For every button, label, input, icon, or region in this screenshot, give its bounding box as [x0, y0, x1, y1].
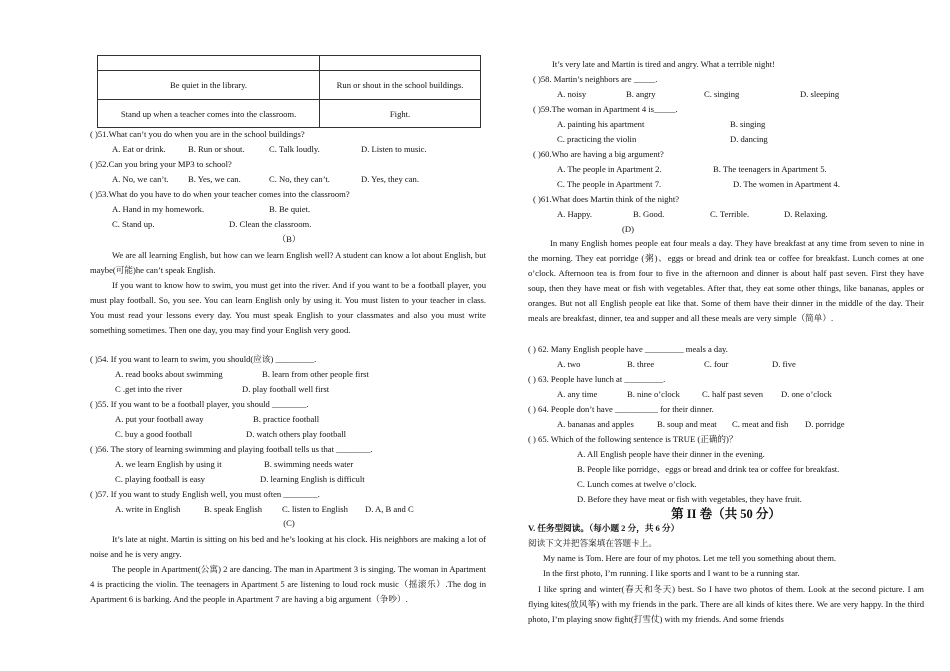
q53-opt-c: C. Stand up. [112, 219, 155, 229]
q58-stem: ( )58. Martin’s neighbors are _____. [533, 74, 658, 84]
q58-opt-b: B. angry [626, 89, 656, 99]
passage-d-label: (D) [622, 224, 634, 234]
q56-stem: ( )56. The story of learning swimming and playing football tells us that ________. [90, 444, 373, 454]
passage-d-p1: In many English homes people eat four meals a day. They have breakfast at any time from seven to nine in the morning. They eat porridge (粥)、eggs or bread and drink tea or coffee for breakfast. Lunch comes at one o’clock. Afternoon tea is from four to five in the afternoon and dinner is about half past seven. First they have soup, then they have meat or fish with vegetables. After that, they eat some other things, like bananas, apples or oranges. But not all English people eat like that. Some of them have their dinner in the middle of the day. Their meals are breakfast, dinner, tea and supper and all these meals are very simple（简单）. [528, 238, 924, 323]
q56-opt-c: C. playing football is easy [115, 474, 205, 484]
table-cell: Stand up when a teacher comes into the classroom. [98, 100, 320, 128]
q58-opt-c: C. singing [704, 89, 740, 99]
q62-opt-d: D. five [772, 359, 796, 369]
q60-opt-b: B. The teenagers in Apartment 5. [713, 164, 827, 174]
q62-stem: ( ) 62. Many English people have _________ meals a day. [528, 344, 728, 354]
q59-stem: ( )59.The woman in Apartment 4 is_____. [533, 104, 678, 114]
passage-c-label: (C) [283, 518, 295, 528]
part2-p3: I like spring and winter(春天和冬天) best. So I have two photos of them. Look at the second picture. I am flying kites(放风筝) with my friends in the park. There are all kinds of kites there. We are very happy. In the third photo, I’m playing snow fight(打雪仗) with my friends. And some friends [528, 584, 924, 624]
table-cell: Run or shout in the school buildings. [320, 71, 481, 100]
q51-opt-b: B. Run or shout. [188, 144, 245, 154]
q59-opt-b: B. singing [730, 119, 766, 129]
passage-b-label: （B） [277, 234, 301, 244]
q52-opt-b: B. Yes, we can. [188, 174, 241, 184]
q51-opt-c: C. Talk loudly. [269, 144, 320, 154]
passage-b-p1: We are all learning English, but how can we learn English well? A student can know a lot about English, but maybe(可能)he can’t speak English. [90, 250, 486, 275]
q59-opt-d: D. dancing [730, 134, 768, 144]
q63-opt-d: D. one o’clock [781, 389, 832, 399]
q54-opt-a: A. read books about swimming [115, 369, 223, 379]
q64-opt-c: C. meat and fish [732, 419, 789, 429]
q60-opt-c: C. The people in Apartment 7. [557, 179, 662, 189]
q65-opt-b: B. People like porridge、eggs or bread and drink tea or coffee for breakfast. [577, 464, 840, 474]
q51-opt-d: D. Listen to music. [361, 144, 427, 154]
q65-opt-c: C. Lunch comes at twelve o’clock. [577, 479, 697, 489]
q64-opt-b: B. soup and meat [657, 419, 717, 429]
section-v-instruction: 阅读下文并把答案填在答题卡上。 [528, 538, 657, 548]
q63-stem: ( ) 63. People have lunch at _________. [528, 374, 666, 384]
q57-stem: ( )57. If you want to study English well, you must often ________. [90, 489, 320, 499]
q57-opt-c: C. listen to English [282, 504, 348, 514]
q53-opt-b: B. Be quiet. [269, 204, 311, 214]
q64-opt-a: A. bananas and apples [557, 419, 634, 429]
part2-p2: In the first photo, I’m running. I like sports and I want to be a running star. [543, 568, 800, 578]
q64-opt-d: D. porridge [805, 419, 845, 429]
passage-b-p2: If you want to know how to swim, you must get into the river. And if you want to be a football player, you must play football. So, you see. You can learn English only by using it. You must listen to your teacher in class. You must read your lessons every day. You must speak English to your classmates and also you must write something sometimes. Then one day, you may find your English very good. [90, 280, 486, 335]
q55-stem: ( )55. If you want to be a football player, you should ________. [90, 399, 309, 409]
q57-opt-b: B. speak English [204, 504, 263, 514]
table-cell [98, 56, 320, 71]
q63-opt-b: B. nine o’clock [627, 389, 680, 399]
q57-opt-d: D. A, B and C [365, 504, 414, 514]
table-cell: Fight. [320, 100, 481, 128]
q60-opt-a: A. The people in Apartment 2. [557, 164, 662, 174]
q61-stem: ( )61.What does Martin think of the night? [533, 194, 680, 204]
q55-opt-a: A. put your football away [115, 414, 204, 424]
q56-opt-b: B. swimming needs water [264, 459, 354, 469]
q61-opt-a: A. Happy. [557, 209, 593, 219]
q63-opt-a: A. any time [557, 389, 598, 399]
q61-opt-d: D. Relaxing. [784, 209, 828, 219]
passage-c-p3: It’s very late and Martin is tired and angry. What a terrible night! [552, 59, 775, 69]
q52-opt-c: C. No, they can’t. [269, 174, 330, 184]
q57-opt-a: A. write in English [115, 504, 181, 514]
q55-opt-c: C. buy a good football [115, 429, 193, 439]
q51-opt-a: A. Eat or drink. [112, 144, 166, 154]
q62-opt-c: C. four [704, 359, 729, 369]
q58-opt-d: D. sleeping [800, 89, 840, 99]
q62-opt-b: B. three [627, 359, 655, 369]
q61-opt-b: B. Good. [633, 209, 665, 219]
q54-opt-b: B. learn from other people first [262, 369, 369, 379]
q60-stem: ( )60.Who are having a big argument? [533, 149, 664, 159]
q56-opt-a: A. we learn English by using it [115, 459, 222, 469]
q54-opt-d: D. play football well first [242, 384, 330, 394]
q52-opt-d: D. Yes, they can. [361, 174, 420, 184]
q61-opt-c: C. Terrible. [710, 209, 750, 219]
passage-c-p2: The people in Apartment(公寓) 2 are dancing. The man in Apartment 3 is singing. The woman in Apartment 4 is practicing the violin. The teenagers in Apartment 5 are listening to loud rock music（摇滚乐）.The dog in Apartment 6 is barking. And the people in Apartment 7 are having a big argument（争吵）. [90, 564, 486, 604]
q52-opt-a: A. No, we can’t. [112, 174, 169, 184]
q59-opt-a: A. painting his apartment [557, 119, 645, 129]
q55-opt-d: D. watch others play football [246, 429, 346, 439]
q53-opt-d: D. Clean the classroom. [229, 219, 312, 229]
q55-opt-b: B. practice football [253, 414, 320, 424]
part2-p1: My name is Tom. Here are four of my photos. Let me tell you something about them. [543, 553, 837, 563]
q65-opt-a: A. All English people have their dinner in the evening. [577, 449, 765, 459]
q53-opt-a: A. Hand in my homework. [112, 204, 205, 214]
q63-opt-c: C. half past seven [702, 389, 764, 399]
q56-opt-d: D. learning English is difficult [260, 474, 365, 484]
q52-stem: ( )52.Can you bring your MP3 to school? [90, 159, 232, 169]
passage-c-p1: It’s late at night. Martin is sitting on his bed and he’s looking at his clock. His neighbors are making a lot of noise and he is very angry. [90, 534, 486, 559]
part2-title: 第 II 卷（共 50 分） [671, 507, 781, 521]
rules-table [97, 55, 481, 128]
q62-opt-a: A. two [557, 359, 581, 369]
q65-opt-d: D. Before they have meat or fish with vegetables, they have fruit. [577, 494, 802, 504]
table-cell: Be quiet in the library. [98, 71, 320, 100]
q64-stem: ( ) 64. People don’t have __________ for their dinner. [528, 404, 714, 414]
q65-stem: ( ) 65. Which of the following sentence is TRUE (正确的)？ [528, 434, 738, 444]
table-cell [320, 56, 481, 71]
q53-stem: ( )53.What do you have to do when your teacher comes into the classroom? [90, 189, 350, 199]
q60-opt-d: D. The women in Apartment 4. [733, 179, 841, 189]
q51-stem: ( )51.What can’t you do when you are in the school buildings? [90, 129, 305, 139]
q54-stem: ( )54. If you want to learn to swim, you should(应该) _________. [90, 354, 317, 364]
q54-opt-c: C .get into the river [115, 384, 183, 394]
section-v-heading: V. 任务型阅读。（每小题 2 分，共 6 分） [528, 523, 680, 533]
q58-opt-a: A. noisy [557, 89, 587, 99]
q59-opt-c: C. practicing the violin [557, 134, 637, 144]
